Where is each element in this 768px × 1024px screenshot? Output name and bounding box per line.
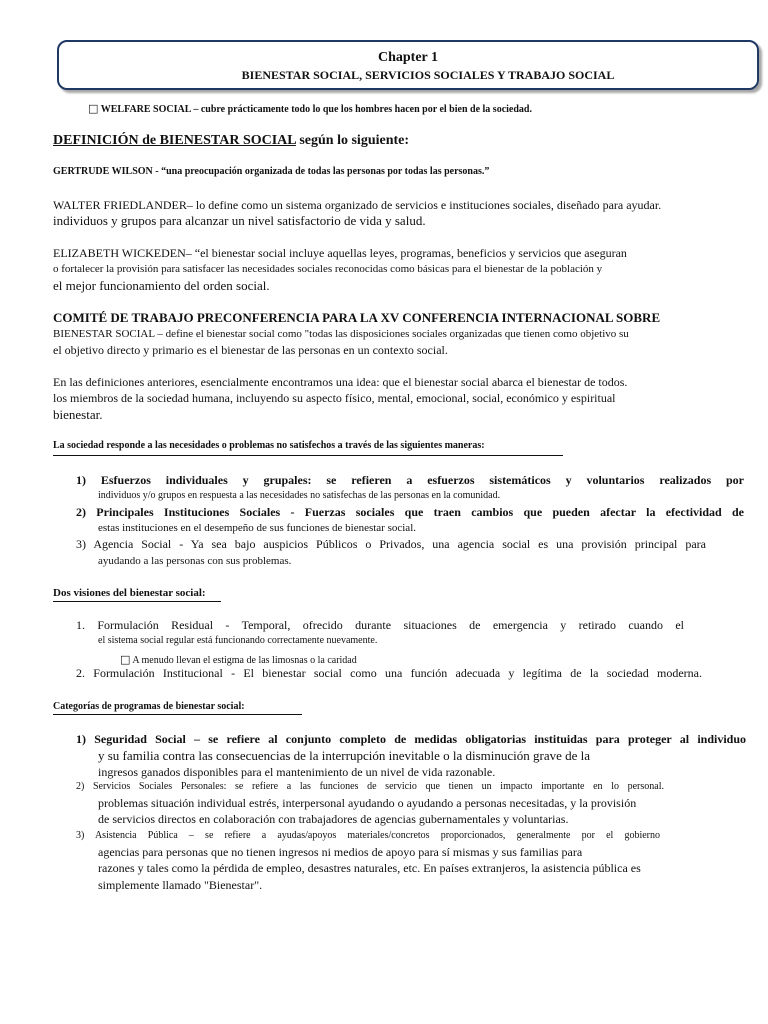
category-3-line-2: razones y tales como la pérdida de empleo, desastres naturales, etc. En países extranjeros, la asistencia pública es: [98, 861, 641, 875]
comite-heading: COMITÉ DE TRABAJO PRECONFERENCIA PARA LA XV CONFERENCIA INTERNACIONAL SOBRE: [53, 310, 661, 325]
definition-heading: [53, 133, 409, 149]
summary-line-1: En las definiciones anteriores, esencialmente encontramos una idea: que el bienestar social abarca el bienestar de todos.: [53, 375, 628, 389]
friedlander-line-2: individuos y grupos para alcanzar un nivel satisfactorio de vida y salud.: [53, 213, 426, 228]
vision-1-note: [120, 654, 357, 667]
visions-heading: Dos visiones del bienestar social:: [53, 587, 206, 599]
wickeden-line-1: ELIZABETH WICKEDEN– “el bienestar social incluye aquellas leyes, programas, beneficios y servicios que aseguran: [53, 246, 627, 260]
category-3-text: Asistencia Pública – se refiere a ayudas/apoyos materiales/concretos proporcionados, generalmente por el gobierno: [94, 830, 660, 841]
categories-heading-rule: [53, 714, 302, 715]
way-item-2: [76, 506, 744, 520]
category-item-2: [76, 781, 664, 793]
way-1-bold: Esfuerzos individuales y grupales:: [100, 473, 312, 487]
vision-item-2: [76, 667, 702, 681]
checkbox-bullet-icon: □: [88, 102, 99, 115]
vision-1-note-text: A menudo llevan el estigma de las limosnas o la caridad: [132, 655, 357, 666]
friedlander-line-1: WALTER FRIEDLANDER– lo define como un sistema organizado de servicios e instituciones sociales, diseñado para ayudar.: [53, 198, 662, 212]
way-3-continuation: ayudando a las personas con sus problemas.: [98, 555, 292, 567]
way-1-text: se refieren a esfuerzos sistemáticos y voluntarios realizados por: [311, 473, 744, 487]
way-3-number: 3): [76, 537, 86, 551]
checkbox-bullet-icon: □: [120, 653, 131, 666]
way-2-bold: Principales Instituciones Sociales: [96, 505, 281, 519]
comite-line-2: el objetivo directo y primario es el bienestar de las personas en un contexto social.: [53, 343, 448, 357]
summary-line-2: los miembros de la sociedad humana, incluyendo su aspecto físico, mental, emocional, social, económico y espiritual: [53, 391, 616, 405]
categories-heading: Categorías de programas de bienestar social:: [53, 701, 245, 712]
way-2-text: - Fuerzas sociales que traen cambios que pueden afectar la efectividad de: [280, 505, 745, 519]
category-3-line-3: simplemente llamado "Bienestar".: [98, 878, 263, 892]
vision-2-text: Formulación Institucional - El bienestar social como una función adecuada y legítima de la sociedad moderna.: [93, 666, 702, 680]
welfare-term: WELFARE SOCIAL: [100, 104, 191, 115]
wilson-definition: GERTRUDE WILSON - “una preocupación organizada de todas las personas por todas las personas.”: [53, 166, 490, 177]
category-2-line-2: de servicios directos en colaboración con trabajadores de agencias gubernamentales y voluntarias.: [98, 812, 569, 826]
category-item-3: [76, 830, 660, 842]
category-1-line-1: y su familia contra las consecuencias de la interrupción inevitable o la disminución grave de la: [98, 748, 591, 763]
category-1-bold: Seguridad Social – se refiere al conjunto completo de medidas obligatorias instituidas para proteger al individuo: [94, 732, 747, 746]
definition-heading-rest: según lo siguiente:: [295, 133, 410, 148]
vision-1-number: 1.: [76, 618, 85, 632]
category-2-text: Servicios Sociales Personales: se refiere a las funciones de servicio que tienen un impacto importante en lo personal.: [93, 781, 664, 792]
definition-heading-underlined: DEFINICIÓN de BIENESTAR SOCIAL: [53, 133, 296, 148]
way-2-continuation: estas instituciones en el desempeño de sus funciones de bienestar social.: [98, 522, 416, 534]
way-2-number: 2): [76, 505, 86, 519]
way-item-1: [76, 474, 744, 488]
category-1-number: 1): [76, 732, 86, 746]
category-2-line-1: problemas situación individual estrés, interpersonal ayudando o ayudando a personas necesitadas, y la provisión: [98, 796, 637, 810]
welfare-social-line: [88, 103, 532, 116]
way-1-number: 1): [76, 473, 86, 487]
wickeden-line-2: o fortalecer la provisión para satisfacer las necesidades sociales reconocidas como básicas para el bienestar de la población y: [53, 263, 603, 275]
ways-heading: La sociedad responde a las necesidades o problemas no satisfechos a través de las siguientes maneras:: [53, 440, 485, 451]
vision-1-continuation: el sistema social regular está funcionando correctamente nuevamente.: [98, 635, 378, 646]
chapter-title: BIENESTAR SOCIAL, SERVICIOS SOCIALES Y TRABAJO SOCIAL: [241, 68, 615, 82]
way-1-continuation: individuos y/o grupos en respuesta a las necesidades no satisfechas de las personas en la comunidad.: [98, 490, 501, 501]
summary-line-3: bienestar.: [53, 407, 103, 422]
category-1-line-2: ingresos ganados disponibles para el mantenimiento de un nivel de vida razonable.: [98, 765, 496, 779]
category-2-number: 2): [76, 781, 85, 792]
way-item-3: [76, 538, 706, 552]
chapter-number: Chapter 1: [377, 50, 439, 65]
ways-heading-rule: [53, 455, 563, 456]
vision-item-1: [76, 619, 684, 633]
welfare-text: – cubre prácticamente todo lo que los hombres hacen por el bien de la sociedad.: [190, 104, 532, 115]
category-3-number: 3): [76, 830, 85, 841]
vision-2-number: 2.: [76, 666, 85, 680]
chapter-header-box: [57, 40, 759, 90]
category-3-line-1: agencias para personas que no tienen ingresos ni medios de apoyo para sí mismas y sus familias para: [98, 845, 583, 859]
comite-line-1: BIENESTAR SOCIAL – define el bienestar social como "todas las disposiciones sociales organizadas que tienen como objetivo su: [53, 328, 629, 340]
way-3-text: Agencia Social - Ya sea bajo auspicios Públicos o Privados, una agencia social es una provisión principal para: [93, 537, 706, 551]
wickeden-line-3: el mejor funcionamiento del orden social.: [53, 278, 270, 293]
visions-heading-rule: [53, 601, 221, 602]
vision-1-text: Formulación Residual - Temporal, ofrecido durante situaciones de emergencia y retirado cuando el: [97, 618, 685, 632]
category-item-1: [76, 733, 746, 747]
